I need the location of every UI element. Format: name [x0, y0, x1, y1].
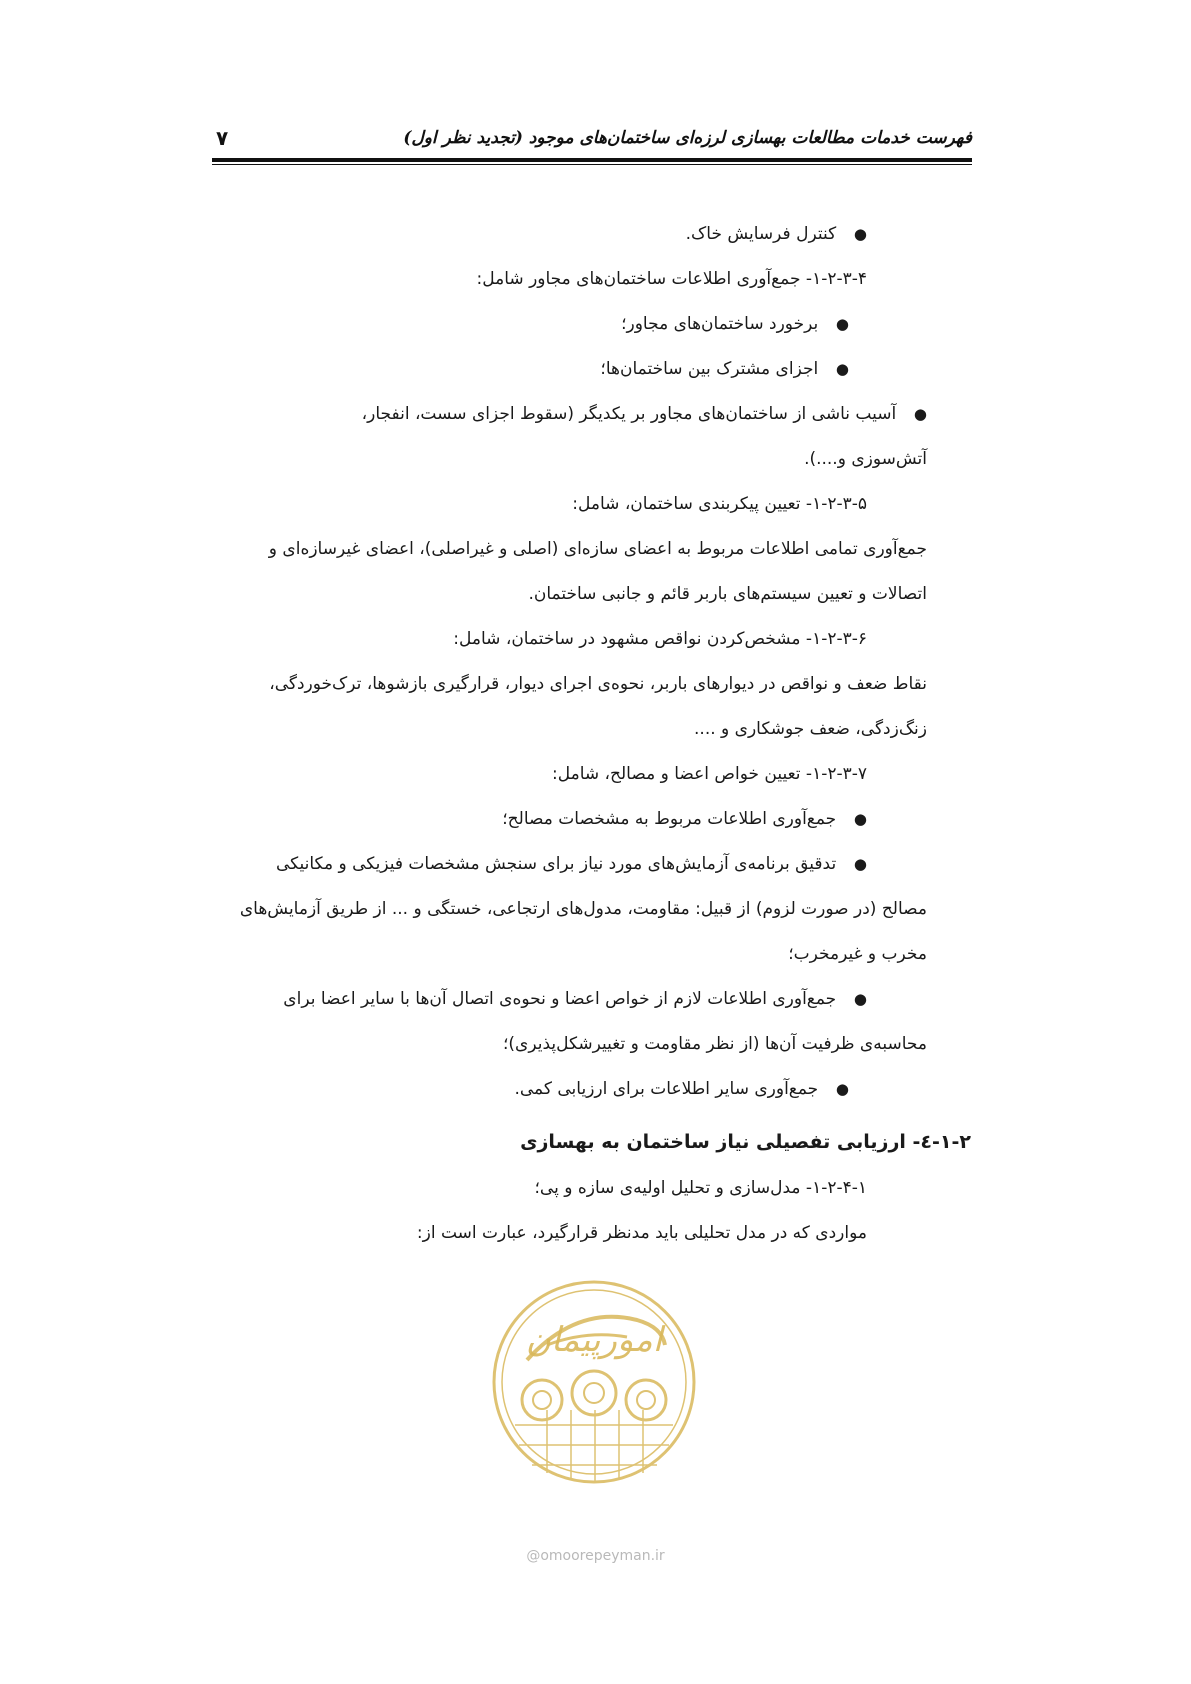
paragraph-line: مواردی که در مدل تحلیلی باید مدنظر قرارگیرد، عبارت است از: — [416, 1223, 867, 1243]
section-item: ۱-۲-۴-۱- مدل‌سازی و تحلیل اولیه‌ی سازه و پی؛ — [534, 1178, 867, 1198]
section-item: ۱-۲-۳-۷- تعیین خواص اعضا و مصالح، شامل: — [552, 764, 867, 784]
paragraph-line: زنگ‌زدگی، ضعف جوشکاری و .... — [694, 719, 927, 739]
section-item: ۱-۲-۳-۶- مشخص‌کردن نواقص مشهود در ساختمان، شامل: — [453, 629, 867, 649]
paragraph-line: نقاط ضعف و نواقص در دیوارهای باربر، نحوه‌ی اجرای دیوار، قرارگیری بازشوها، ترک‌خوردگی، — [269, 674, 927, 694]
document-body — [212, 212, 971, 1256]
header-rule-thin — [212, 164, 972, 165]
bullet-text: برخورد ساختمان‌های مجاور؛ — [621, 314, 819, 334]
bullet-item — [212, 347, 927, 392]
page-header — [212, 128, 972, 160]
paragraph-line: محاسبه‌ی ظرفیت آن‌ها (از نظر مقاومت و تغییرشکل‌پذیری)؛ — [502, 1034, 927, 1054]
bullet-icon: ● — [835, 315, 849, 333]
bullet-item — [212, 1067, 927, 1112]
section-item: ۱-۲-۳-۵- تعیین پیکربندی ساختمان، شامل: — [572, 494, 867, 514]
section-item: ۱-۲-۳-۴- جمع‌آوری اطلاعات ساختمان‌های مجاور شامل: — [476, 269, 867, 289]
at-icon: @ — [526, 1548, 541, 1564]
watermark-url — [0, 1548, 1191, 1564]
bullet-item — [212, 842, 927, 887]
bullet-text: آسیب ناشی از ساختمان‌های مجاور بر یکدیگر (سقوط اجزای سست، انفجار، — [361, 404, 897, 424]
paragraph-line: جمع‌آوری تمامی اطلاعات مربوط به اعضای سازه‌ای (اصلی و غیراصلی)، اعضای غیرسازه‌ای و — [268, 539, 927, 559]
bullet-item — [152, 392, 987, 437]
paragraph-line: اتصالات و تعیین سیستم‌های باربر قائم و جانبی ساختمان. — [528, 584, 927, 604]
bullet-text: جمع‌آوری سایر اطلاعات برای ارزیابی کمی. — [514, 1079, 819, 1099]
paragraph-line: مخرب و غیرمخرب؛ — [788, 944, 927, 964]
paragraph-line: آتش‌سوزی و....). — [804, 449, 927, 469]
bullet-item — [212, 977, 927, 1022]
bullet-icon: ● — [913, 405, 927, 423]
watermark-logo-text: امورپیمان — [525, 1320, 663, 1360]
bullet-icon: ● — [853, 810, 867, 828]
watermark-logo — [487, 1275, 702, 1490]
bullet-text: جمع‌آوری اطلاعات مربوط به مشخصات مصالح؛ — [502, 809, 837, 829]
bullet-icon: ● — [853, 855, 867, 873]
bullet-item — [212, 797, 927, 842]
watermark-url-text: omoorepeyman.ir — [540, 1548, 665, 1564]
bullet-icon: ● — [835, 360, 849, 378]
section-heading: ۱-۲-٤- ارزیابی تفصیلی نیاز ساختمان به بهسازی — [520, 1131, 971, 1153]
bullet-text: کنترل فرسایش خاک. — [685, 224, 837, 244]
page-number: ۷ — [216, 126, 229, 150]
header-rule-thick — [212, 158, 972, 162]
bullet-item — [212, 302, 927, 347]
header-title: فهرست خدمات مطالعات بهسازی لرزه‌ای ساختمان‌های موجود (تجدید نظر اول) — [403, 128, 972, 148]
bullet-text: اجزای مشترک بین ساختمان‌ها؛ — [600, 359, 819, 379]
bullet-icon: ● — [853, 225, 867, 243]
bullet-item — [212, 212, 927, 257]
paragraph-line: مصالح (در صورت لزوم) از قبیل: مقاومت، مدول‌های ارتجاعی، خستگی و ... از طریق آزمایش‌های — [239, 899, 927, 919]
bullet-text: جمع‌آوری اطلاعات لازم از خواص اعضا و نحوه‌ی اتصال آن‌ها با سایر اعضا برای — [283, 989, 837, 1009]
bullet-icon: ● — [853, 990, 867, 1008]
bullet-icon: ● — [835, 1080, 849, 1098]
bullet-text: تدقیق برنامه‌ی آزمایش‌های مورد نیاز برای سنجش مشخصات فیزیکی و مکانیکی — [275, 854, 837, 874]
